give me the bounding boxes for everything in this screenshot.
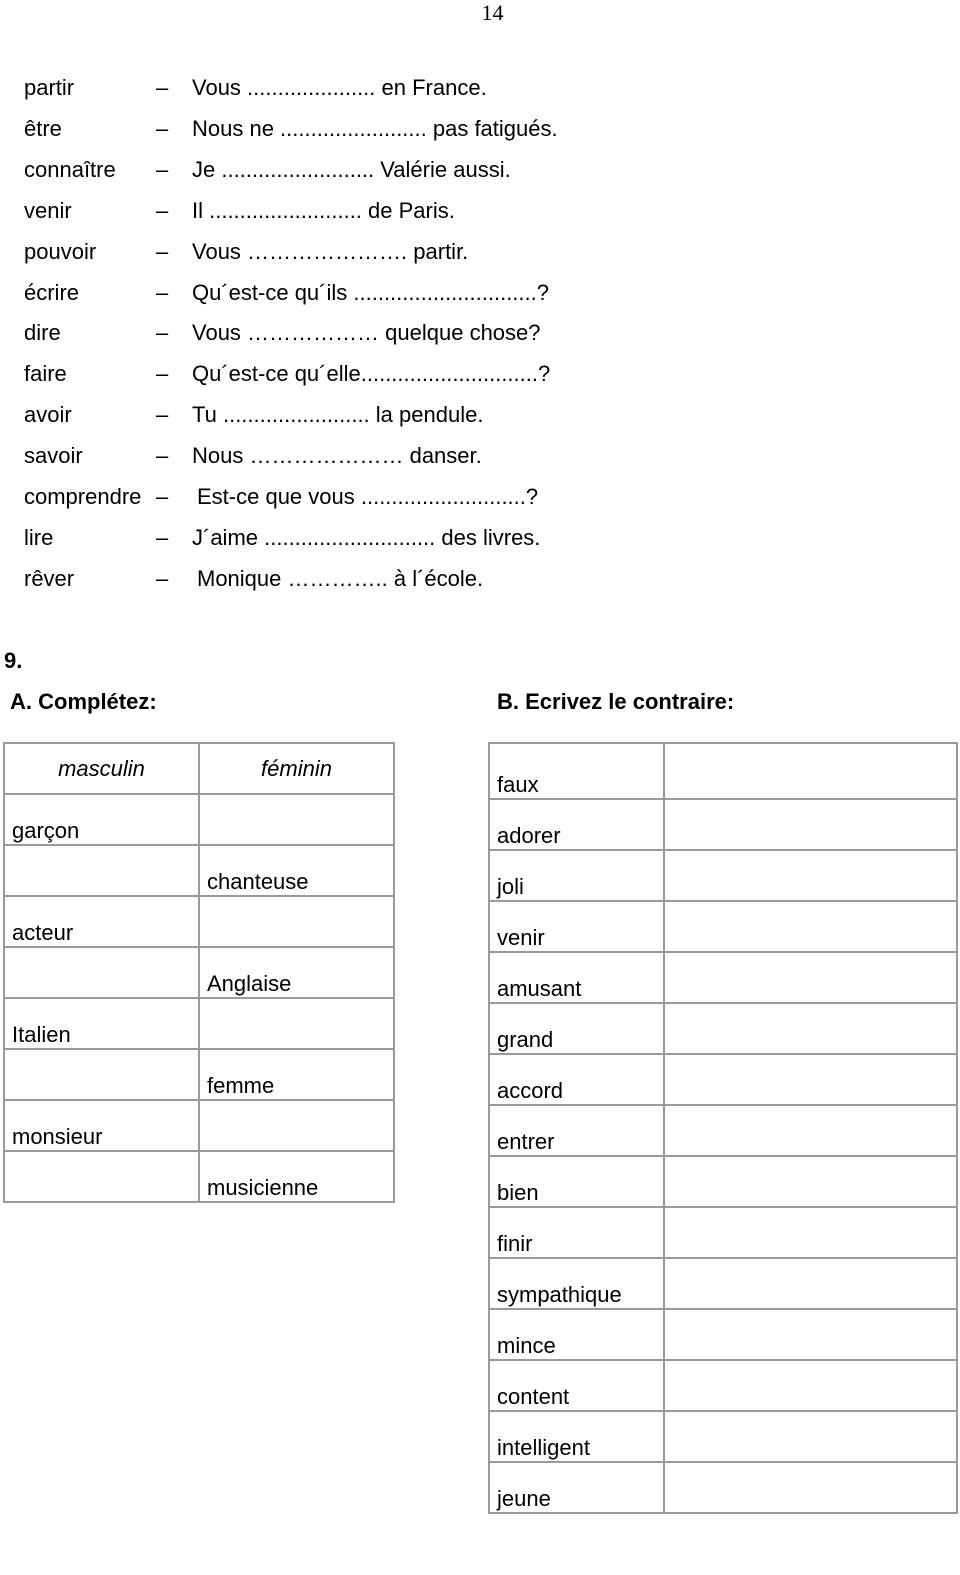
fill-in-sentence: Qu´est-ce qu´ils ..............................?	[192, 280, 549, 305]
table-row	[489, 1309, 957, 1360]
cell-text: Italien	[12, 1022, 71, 1047]
word-cell	[489, 1411, 664, 1462]
cell-text: garçon	[12, 818, 80, 843]
answer-cell	[664, 743, 957, 799]
dash-separator: –	[156, 198, 169, 223]
answer-cell	[664, 850, 957, 901]
word-text: adorer	[497, 823, 561, 848]
verb-label: partir	[24, 75, 75, 100]
cell-text: musicienne	[207, 1175, 319, 1200]
answer-cell	[664, 1054, 957, 1105]
word-cell	[489, 1156, 664, 1207]
answer-cell	[664, 1309, 957, 1360]
part-a-title: A. Complétez:	[10, 689, 157, 714]
word-cell	[489, 1105, 664, 1156]
fill-in-sentence: Est-ce que vous ...........................?	[197, 484, 539, 509]
word-cell	[489, 1003, 664, 1054]
dash-separator: –	[156, 525, 169, 550]
verb-label: lire	[24, 525, 54, 550]
feminine-cell	[199, 947, 394, 998]
answer-cell	[664, 952, 957, 1003]
word-text: mince	[497, 1333, 556, 1358]
page-number: 14	[481, 0, 504, 25]
word-cell	[489, 952, 664, 1003]
fill-in-sentence: Vous …………………. partir.	[192, 239, 469, 264]
dash-separator: –	[156, 566, 169, 591]
feminine-cell	[199, 794, 394, 845]
verb-label: comprendre	[24, 484, 142, 509]
masculine-cell	[4, 1049, 199, 1100]
answer-cell	[664, 1207, 957, 1258]
word-text: joli	[497, 874, 524, 899]
word-text: accord	[497, 1078, 564, 1103]
cell-text: acteur	[12, 920, 74, 945]
verb-label: avoir	[24, 402, 72, 427]
feminine-cell	[199, 1100, 394, 1151]
fill-in-sentence: Vous ……………… quelque chose?	[192, 320, 541, 345]
table-row	[489, 1360, 957, 1411]
dash-separator: –	[156, 239, 169, 264]
answer-cell	[664, 1156, 957, 1207]
verb-label: pouvoir	[24, 239, 97, 264]
word-cell	[489, 799, 664, 850]
answer-cell	[664, 901, 957, 952]
fill-in-sentence: Nous ………………… danser.	[192, 443, 482, 468]
word-cell	[489, 743, 664, 799]
word-text: venir	[497, 925, 545, 950]
table-header-row	[4, 743, 394, 794]
masculine-cell	[4, 896, 199, 947]
fill-in-sentence: Monique ………….. à l´école.	[197, 566, 484, 591]
cell-text: chanteuse	[207, 869, 309, 894]
table-row	[489, 1105, 957, 1156]
word-cell	[489, 1258, 664, 1309]
word-text: finir	[497, 1231, 533, 1256]
dash-separator: –	[156, 320, 169, 345]
word-text: bien	[497, 1180, 539, 1205]
word-cell	[489, 1309, 664, 1360]
table-row	[4, 1049, 394, 1100]
feminine-cell	[199, 896, 394, 947]
answer-cell	[664, 1462, 957, 1513]
word-text: jeune	[497, 1486, 551, 1511]
cell-text: Anglaise	[207, 971, 292, 996]
table-row	[489, 1462, 957, 1513]
part-b-title: B. Ecrivez le contraire:	[497, 689, 735, 714]
dash-separator: –	[156, 75, 169, 100]
word-text: content	[497, 1384, 570, 1409]
masculine-cell	[4, 1100, 199, 1151]
word-cell	[489, 1207, 664, 1258]
fill-in-sentence: J´aime ............................ des livres.	[192, 525, 541, 550]
cell-text: monsieur	[12, 1124, 103, 1149]
answer-cell	[664, 1105, 957, 1156]
table-row	[489, 850, 957, 901]
table-row	[4, 896, 394, 947]
column-header	[199, 743, 394, 794]
table-row	[489, 952, 957, 1003]
verb-label: dire	[24, 320, 61, 345]
dash-separator: –	[156, 157, 169, 182]
feminine-cell	[199, 998, 394, 1049]
column-header	[4, 743, 199, 794]
verb-label: venir	[24, 198, 72, 223]
fill-in-sentence: Vous ..................... en France.	[192, 75, 487, 100]
cell-text: femme	[207, 1073, 275, 1098]
dash-separator: –	[156, 361, 169, 386]
table-row	[4, 794, 394, 845]
masculine-cell	[4, 998, 199, 1049]
column-header-label: masculin	[58, 755, 145, 781]
word-text: faux	[497, 772, 539, 797]
dash-separator: –	[156, 280, 169, 305]
word-text: sympathique	[497, 1282, 622, 1307]
answer-cell	[664, 1003, 957, 1054]
answer-cell	[664, 1411, 957, 1462]
feminine-cell	[199, 1049, 394, 1100]
word-cell	[489, 1054, 664, 1105]
word-cell	[489, 1462, 664, 1513]
table-row	[489, 901, 957, 952]
verb-label: écrire	[24, 280, 80, 305]
answer-cell	[664, 799, 957, 850]
table-row	[489, 799, 957, 850]
word-cell	[489, 901, 664, 952]
verb-label: savoir	[24, 443, 83, 468]
word-text: intelligent	[497, 1435, 590, 1460]
feminine-cell	[199, 1151, 394, 1202]
masculine-cell	[4, 1151, 199, 1202]
verb-label: faire	[24, 361, 67, 386]
fill-in-sentence: Nous ne ........................ pas fatigués.	[192, 116, 558, 141]
masculine-cell	[4, 794, 199, 845]
word-text: amusant	[497, 976, 582, 1001]
fill-in-sentence: Tu ........................ la pendule.	[192, 402, 484, 427]
dash-separator: –	[156, 484, 169, 509]
exercise-number: 9.	[4, 648, 23, 673]
word-text: entrer	[497, 1129, 555, 1154]
verb-label: rêver	[24, 566, 75, 591]
fill-in-sentence: Il ......................... de Paris.	[192, 198, 455, 223]
table-row	[489, 743, 957, 799]
feminine-cell	[199, 845, 394, 896]
table-row	[4, 845, 394, 896]
masculine-cell	[4, 947, 199, 998]
table-row	[489, 1411, 957, 1462]
fill-in-sentence: Je ......................... Valérie aussi.	[192, 157, 511, 182]
masculine-cell	[4, 845, 199, 896]
table-row	[4, 947, 394, 998]
column-header-label: féminin	[261, 755, 332, 781]
table-row	[4, 1151, 394, 1202]
table-row	[4, 998, 394, 1049]
table-row	[489, 1054, 957, 1105]
answer-cell	[664, 1360, 957, 1411]
word-cell	[489, 850, 664, 901]
dash-separator: –	[156, 443, 169, 468]
verb-label: être	[24, 116, 62, 141]
verb-label: connaître	[24, 157, 116, 182]
table-row	[4, 1100, 394, 1151]
table-row	[489, 1207, 957, 1258]
table-row	[489, 1156, 957, 1207]
table-row	[489, 1003, 957, 1054]
feminine-table	[3, 742, 395, 1203]
dash-separator: –	[156, 402, 169, 427]
dash-separator: –	[156, 116, 169, 141]
word-text: grand	[497, 1027, 554, 1052]
answer-cell	[664, 1258, 957, 1309]
table-row	[489, 1258, 957, 1309]
opposites-table	[488, 742, 958, 1514]
fill-in-sentence: Qu´est-ce qu´elle.............................?	[192, 361, 551, 386]
word-cell	[489, 1360, 664, 1411]
